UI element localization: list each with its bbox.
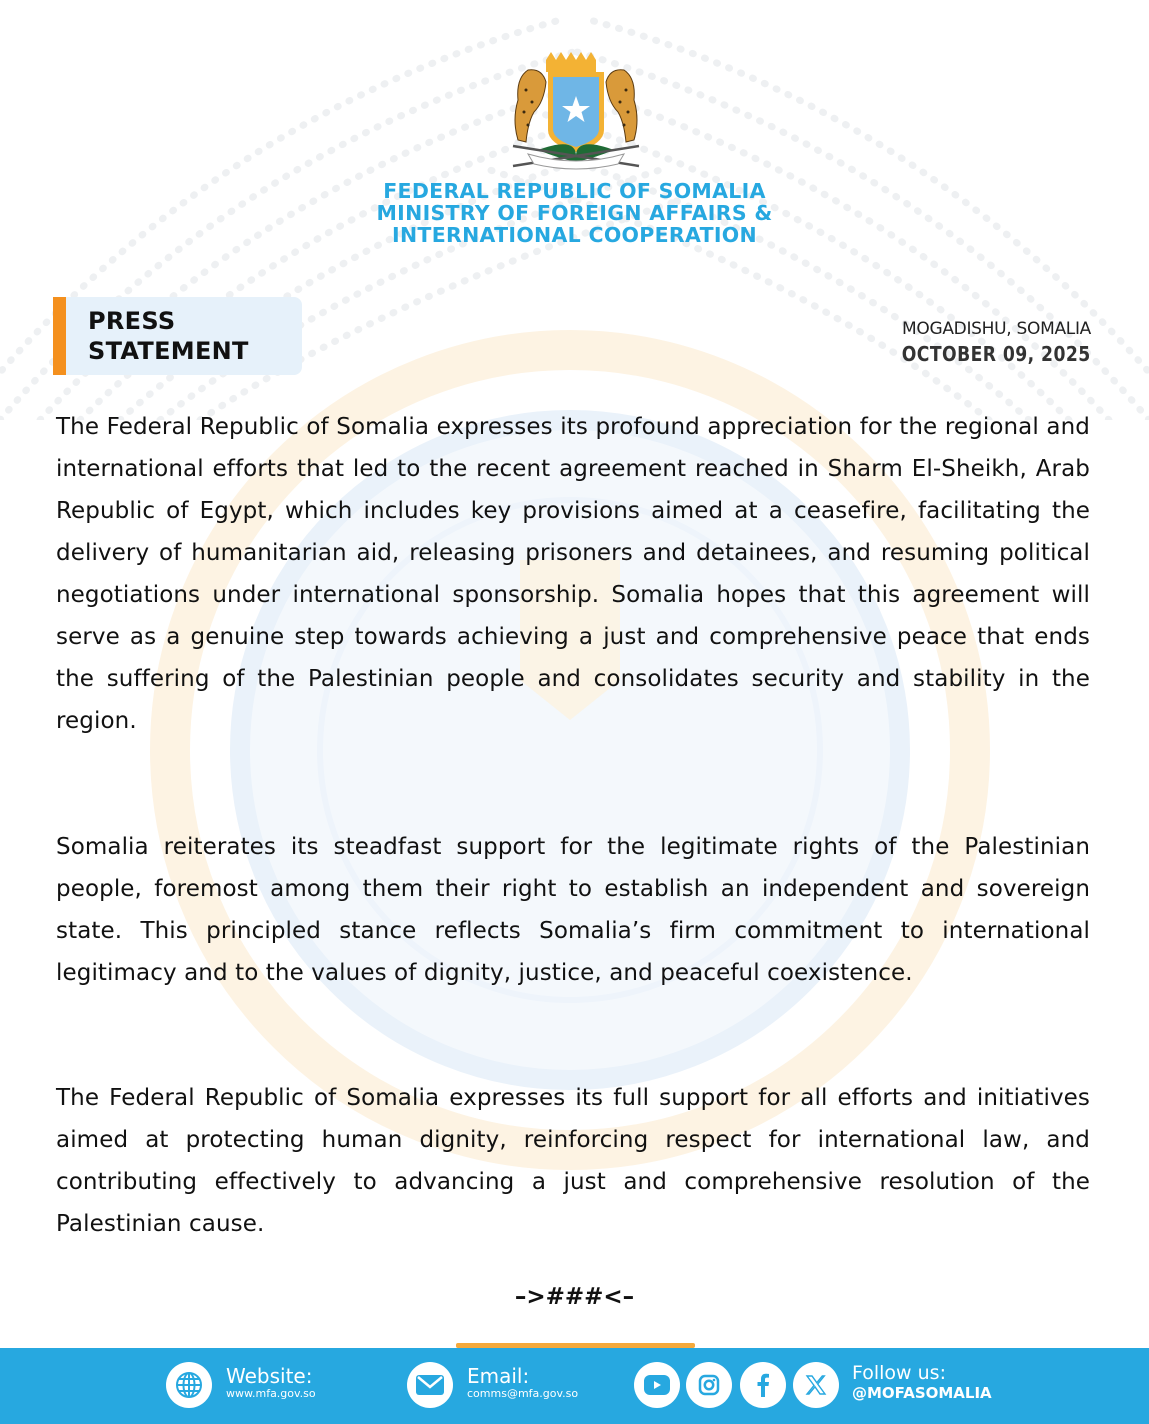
dateline [871, 318, 1091, 368]
email-info[interactable] [467, 1365, 578, 1401]
badge-line-1: PRESS [88, 307, 176, 335]
youtube-icon[interactable] [634, 1362, 680, 1408]
facebook-icon[interactable] [740, 1362, 786, 1408]
dateline-date: OCTOBER 09, 2025 [902, 342, 1091, 366]
end-mark: –>###<– [514, 1284, 635, 1310]
body-paragraph-3: The Federal Republic of Somalia expresses its full support for all efforts and initiatives aimed at protecting human dignity, reinforcing respect for international law, and contributing effectively to advancing a just and comprehensive resolution of the Palestinian cause. [56, 1085, 1090, 1237]
follow-label: Follow us: [852, 1362, 946, 1384]
body-paragraph-1: The Federal Republic of Somalia expresses its profound appreciation for the regional and international efforts that led to the recent agreement reached in Sharm El-Sheikh, Arab Republic of Egypt, which includes key provisions aimed at a ceasefire, facilitating the delivery of humanitarian aid, releasing prisoners and detainees, and resuming political negotiations under international sponsorship. Somalia hopes that this agreement will serve as a genuine step towards achieving a just and comprehensive peace that ends the suffering of the Palestinian people and consolidates security and stability in the region. [56, 414, 1090, 734]
email-link[interactable]: comms@mfa.gov.so [467, 1387, 579, 1400]
press-statement-badge [53, 297, 302, 375]
badge-line-2: STATEMENT [88, 337, 249, 365]
org-title-line-2: MINISTRY OF FOREIGN AFFAIRS & [376, 201, 773, 225]
org-title-line-1: FEDERAL REPUBLIC OF SOMALIA [383, 179, 766, 203]
email-icon[interactable] [407, 1362, 453, 1408]
social-handle[interactable]: @MOFASOMALIA [852, 1384, 992, 1402]
footer-bar [0, 1348, 1149, 1424]
globe-icon[interactable] [166, 1362, 212, 1408]
website-label: Website: [226, 1364, 313, 1388]
organization-title [300, 180, 849, 246]
badge-accent-bar [53, 297, 66, 375]
instagram-icon[interactable] [686, 1362, 732, 1408]
org-title-line-3: INTERNATIONAL COOPERATION [392, 223, 757, 247]
email-label: Email: [467, 1364, 530, 1388]
follow-us-info[interactable] [852, 1362, 992, 1402]
badge-label [88, 306, 249, 366]
website-info[interactable] [226, 1365, 316, 1401]
body-paragraph-2: Somalia reiterates its steadfast support for the legitimate rights of the Palestinian people, foremost among them their right to establish an independent and sovereign state. This principled stance reflects Somalia’s firm commitment to international legitimacy and to the values of dignity, justice, and peaceful coexistence. [56, 834, 1090, 986]
dateline-place: MOGADISHU, SOMALIA [902, 319, 1091, 339]
coat-of-arms-logo [498, 50, 654, 175]
x-icon[interactable] [793, 1362, 839, 1408]
website-link[interactable]: www.mfa.gov.so [226, 1387, 316, 1400]
